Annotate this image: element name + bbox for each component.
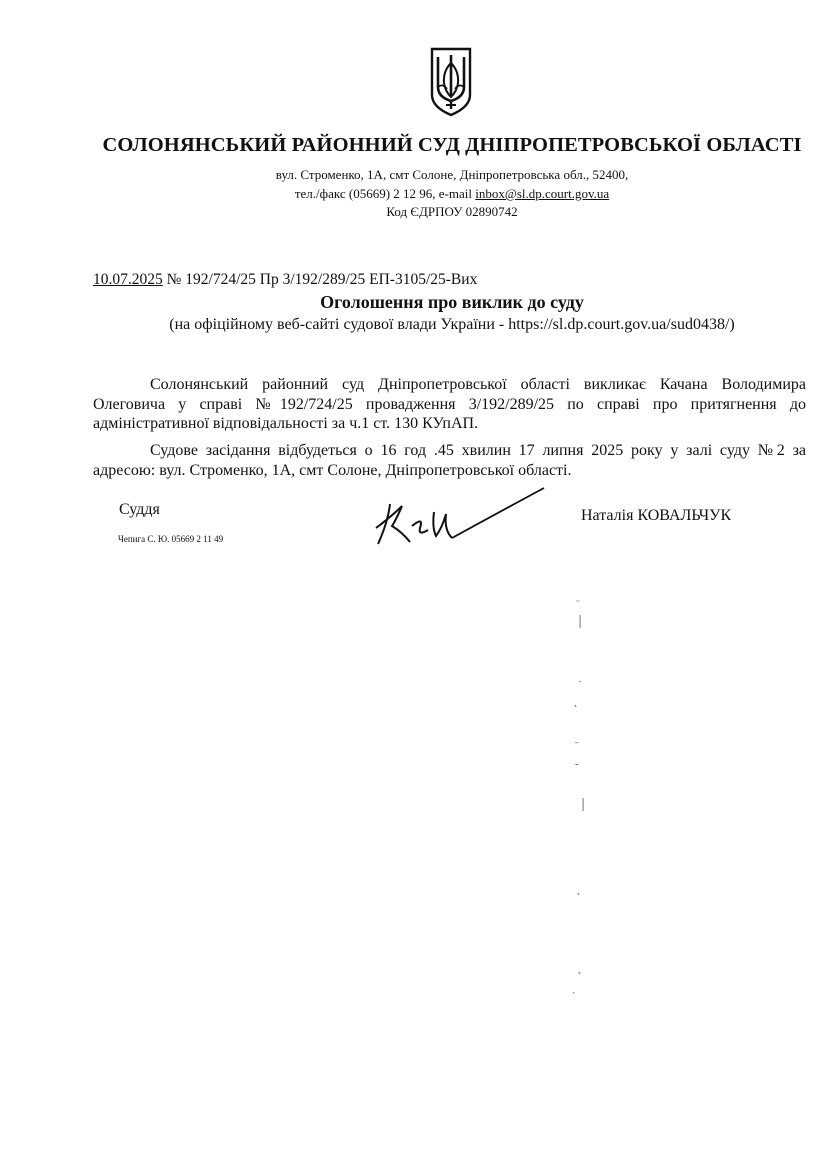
hearing-paragraph: Судове засідання відбудеться о 16 год .45 хвилин 17 липня 2025 року у залі суду №2 за адресою: вул. Строменко, 1А, смт Солоне, Дніпропетровської області. xyxy=(93,442,806,479)
clerk-contact: Чепига С. Ю. 05669 2 11 49 xyxy=(118,534,224,544)
summons-paragraph: Солонянський районний суд Дніпропетровської області викликає Качана Володимира Олеговича у справі №192/724/25 провадження 3/192/289/25 по справі про притягнення до адміністративної відповідальності за ч.1 ст. 130 КУпАП. xyxy=(93,376,806,432)
scan-artifact: ˛ xyxy=(577,884,581,896)
scan-artifact: ¨ xyxy=(576,598,580,610)
document-title: Оголошення про виклик до суду xyxy=(320,292,584,312)
handwritten-signature xyxy=(372,486,548,548)
email-link[interactable]: inbox@sl.dp.court.gov.ua xyxy=(475,186,610,201)
scan-artifact: · xyxy=(578,676,582,688)
court-name: СОЛОНЯНСЬКИЙ РАЙОННИЙ СУД ДНІПРОПЕТРОВСЬКОЇ ОБЛАСТІ xyxy=(102,134,802,156)
judge-label: Суддя xyxy=(119,501,160,518)
scan-artifact: ˉ xyxy=(575,740,579,752)
outgoing-reference xyxy=(93,271,477,289)
scan-artifact: - xyxy=(575,758,579,770)
scan-artifact: ׀ xyxy=(577,617,584,629)
edrpou-code: Код ЄДРПОУ 02890742 xyxy=(386,204,518,219)
trident-emblem-icon xyxy=(429,47,473,117)
outgoing-date: 10.07.2025 xyxy=(93,271,163,288)
outgoing-number: № 192/724/25 Пр 3/192/289/25 ЕП-3105/25-Вих xyxy=(162,271,478,288)
scan-artifact: ˛ xyxy=(578,963,582,975)
scan-artifact: ˏ xyxy=(572,982,576,994)
court-address: вул. Строменко, 1А, смт Солоне, Дніпропетровська обл., 52400, xyxy=(275,167,629,182)
scan-artifact: ׀ xyxy=(580,800,587,812)
judge-name: Наталія КОВАЛЬЧУК xyxy=(581,507,732,524)
phone-fax: тел./факс (05669) 2 12 96, e-mail xyxy=(294,186,476,201)
document-subtitle: (на офіційному веб-сайті судової влади України - https://sl.dp.court.gov.ua/sud0438/) xyxy=(169,316,735,333)
court-phone-email xyxy=(0,186,834,202)
scan-artifact: ˛ xyxy=(574,696,578,708)
